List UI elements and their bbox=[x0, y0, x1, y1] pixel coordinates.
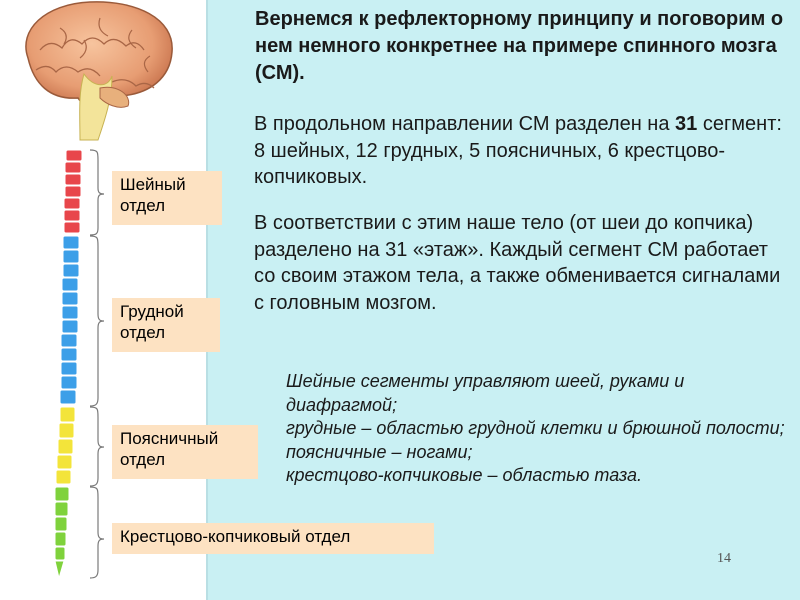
paragraph-segments-end: сегмент: 8 шейных, 12 грудных, 5 поясничных, 6 крестцово-копчиковых. bbox=[254, 113, 782, 188]
segment-functions-list bbox=[286, 370, 786, 488]
list-item: поясничные – ногами; bbox=[286, 441, 473, 462]
brainstem-icon bbox=[80, 74, 112, 140]
list-item: крестцово-копчиковые – областью таза. bbox=[286, 465, 643, 485]
paragraph-segments-start: В продольном направлении СМ разделен на bbox=[254, 113, 676, 135]
list-item: грудные – областью грудной клетки и брюшной полости; bbox=[286, 418, 785, 438]
section-brackets bbox=[90, 150, 104, 578]
segment-count: 31 bbox=[675, 113, 698, 135]
page-number: 14 bbox=[717, 551, 731, 566]
slide-title: Вернемся к рефлекторному принципу и поговорим о нем немного конкретнее на примере спинного мозга (СМ). bbox=[255, 8, 784, 84]
spine-lumbar bbox=[56, 407, 75, 484]
list-item: Шейные сегменты управляют шеей, руками и диафрагмой; bbox=[286, 371, 685, 415]
paragraph-body-floors: В соответствии с этим наше тело (от шеи до копчика) разделено на 31 «этаж». Каждый сегмент СМ работает со своим этажом тела, а также обменивается сигналами с головным мозгом. bbox=[254, 212, 781, 314]
spine-thoracic bbox=[60, 236, 79, 404]
spine-sacral bbox=[55, 487, 69, 578]
label-cervical: Шейный отдел bbox=[112, 171, 222, 225]
paragraph-segments bbox=[254, 111, 794, 191]
label-sacral: Крестцово-копчиковый отдел bbox=[112, 523, 434, 554]
label-lumbar: Поясничный отдел bbox=[112, 425, 258, 479]
spine-cervical bbox=[64, 150, 82, 233]
label-thoracic: Грудной отдел bbox=[112, 298, 220, 352]
